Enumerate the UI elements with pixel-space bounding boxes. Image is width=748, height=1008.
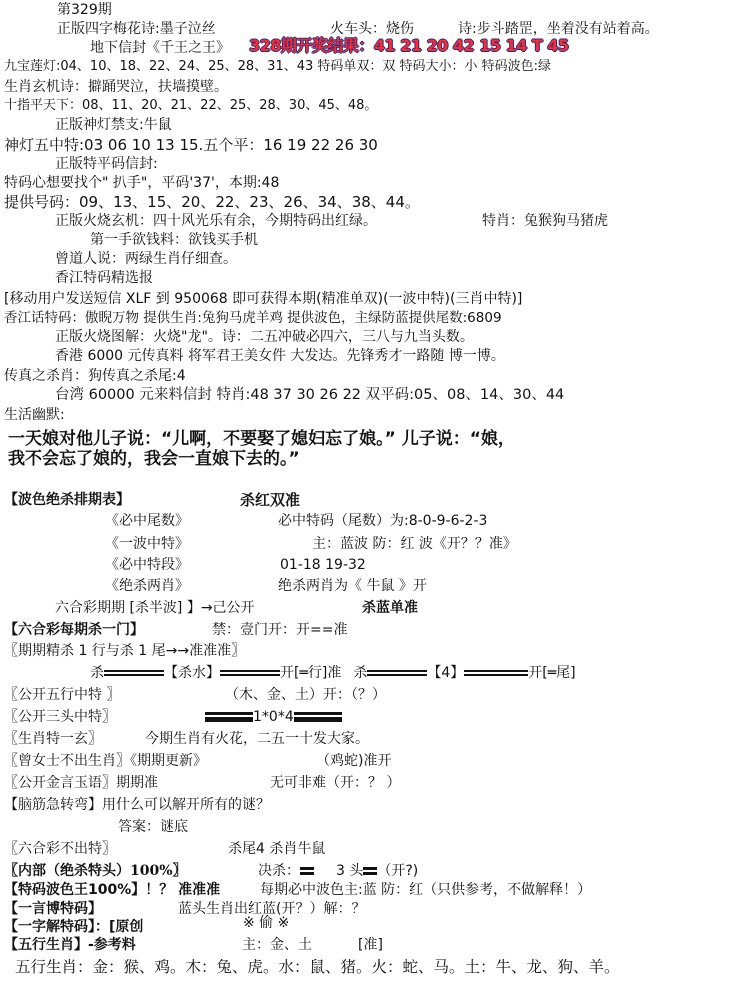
five-elements-list: 五行生肖：金：猴、鸡。木：兔、虎。水：鼠、猪。火：蛇、马。土：牛、龙、狗、羊。 bbox=[15, 958, 620, 976]
line-zeng-daoren: 曾道人说：两绿生肖仔细查。 bbox=[55, 251, 237, 267]
thick-bar bbox=[205, 712, 253, 722]
line-fax-kill: 传真之杀肖：狗传真之杀尾:4 bbox=[4, 368, 186, 384]
kill-door-label: 【六合彩每期杀一门】 bbox=[4, 622, 144, 638]
line-xiangjiang-select: 香江特码精选报 bbox=[55, 270, 153, 286]
wave-label: 《一波中特》 bbox=[105, 536, 189, 552]
double-bar bbox=[220, 670, 280, 676]
riddle-question: 【脑筋急转弯】用什么可以解开所有的谜？ bbox=[4, 797, 270, 813]
three-head-digits: 1*0*4 bbox=[253, 709, 294, 725]
line-jiubao-lianjeng: 九宝莲灯:04、10、18、22、24、25、28、31、43 特码单双：双 特码大小：小 特码波色:绿 bbox=[4, 59, 552, 74]
kill-door-value: 禁：壹门开：开==准 bbox=[212, 622, 348, 638]
line-poem: 诗:步斗踏罡，坐着没有站着高。 bbox=[458, 21, 659, 37]
kill-two-value: 绝杀两肖为《 牛鼠 》开 bbox=[278, 578, 427, 594]
line-taiwan-envelope: 台湾 60000 元来料信封 特肖:48 37 30 26 22 双平码:05、08、14、30、44 bbox=[55, 387, 565, 403]
meihua-text: 正版四字梅花诗:墨子泣丝 bbox=[57, 21, 216, 37]
line-fire-diagram: 正版火烧图解：火烧"龙"。诗：二五冲破必四六，三八与九当头数。 bbox=[55, 329, 474, 345]
kill-prefix-2: 杀 bbox=[353, 665, 368, 681]
open-element: 开[═行]准 bbox=[280, 665, 342, 681]
open-tail: 开[═尾] bbox=[528, 665, 576, 681]
five-elements-accurate: [准] bbox=[358, 937, 383, 953]
golden-words-value: 无可非难（开：？ ） bbox=[270, 775, 401, 791]
internal-kill-label: 〖内部（绝杀特头）100%〗 bbox=[4, 863, 187, 879]
kill-row bbox=[90, 664, 576, 682]
ms-zeng-value: （鸡蛇)准开 bbox=[316, 753, 392, 769]
line-special-envelope: 正版特平码信封: bbox=[55, 156, 158, 172]
riddle-answer: 答案：谜底 bbox=[118, 819, 188, 835]
no-special-label: 〖六合彩不出特〗 bbox=[4, 841, 116, 857]
kill-row-title: 〖期期精杀 1 行与杀 1 尾→→准准准〗 bbox=[4, 643, 246, 659]
three-head-label: 〖公开三头中特〗 bbox=[4, 709, 116, 725]
internal-kill-value bbox=[258, 862, 418, 880]
five-element-value: （木、金、土）开：（？） bbox=[225, 687, 386, 703]
equals-mark bbox=[300, 867, 314, 875]
double-bar bbox=[367, 670, 427, 676]
line-meihua-poem bbox=[57, 20, 216, 38]
no-special-value: 杀尾4 杀肖牛鼠 bbox=[228, 841, 326, 857]
double-bar bbox=[464, 670, 528, 676]
decisive-kill: 决杀： bbox=[258, 863, 300, 879]
issue-number: 第329期 bbox=[57, 2, 112, 18]
open-question: （开?) bbox=[377, 863, 419, 879]
line-provided-numbers: 提供号码：09、13、15、20、22、23、26、34、38、44。 bbox=[4, 193, 420, 211]
five-element-label: 〖公开五行中特 〗 bbox=[4, 687, 121, 703]
line-ten-fingers: 十指平天下：08、11、20、21、22、25、28、30、45、48。 bbox=[4, 98, 378, 113]
line-zodiac-poem: 生肖玄机诗：擗踊哭泣，扶墙摸壁。 bbox=[4, 79, 228, 95]
line-lamp-ban: 正版神灯禁支:牛鼠 bbox=[55, 117, 172, 133]
line-underground-envelope: 地下信封《千王之王》 bbox=[90, 40, 230, 56]
kill-two-label: 《绝杀两肖》 bbox=[105, 578, 189, 594]
equals-mark bbox=[363, 867, 377, 875]
one-word-label: 【一言博特码】 bbox=[4, 901, 102, 917]
one-char-label: 【一字解特码】：[原创 bbox=[4, 919, 144, 935]
joke-line-1: 一天娘对他儿子说：“儿啊，不要娶了媳妇忘了娘。” 儿子说：“娘， bbox=[8, 429, 515, 449]
joke-line-2: 我不会忘了娘的，我会一直娘下去的。” bbox=[8, 449, 300, 469]
line-sms-promo: [移动用户发送短信 XLF 到 950068 即可获得本期(精准单双)(一波中特)(三肖中特)] bbox=[4, 291, 523, 307]
five-elements-main: 主：金、土 bbox=[242, 937, 312, 953]
double-bar bbox=[104, 670, 164, 676]
one-char-value: ※ 偷 ※ bbox=[243, 915, 290, 931]
zodiac-mystery-value: 今期生肖有火花，二五一十发大家。 bbox=[145, 731, 369, 747]
wave-king-label: 【特码波色王100%】！？ 准准准 bbox=[4, 882, 221, 898]
kill-blue-label: 杀蓝单准 bbox=[362, 600, 418, 616]
kill-prefix-1: 杀 bbox=[90, 665, 104, 681]
lottery-result-328: 328期开奖结果：41 21 20 42 15 14 T 45 bbox=[249, 36, 569, 55]
half-wave-line: 六合彩期期 [杀半波] 】→己公开 bbox=[55, 600, 255, 616]
table-title: 【波色绝杀排期表】 bbox=[4, 492, 130, 508]
kill-red-label: 杀红双准 bbox=[240, 491, 301, 509]
zodiac-mystery-label: 〖生肖特一玄〗 bbox=[4, 731, 102, 747]
golden-words-label: 〖公开金言玉语〗期期准 bbox=[4, 775, 158, 791]
line-humor-title: 生活幽默: bbox=[4, 407, 65, 423]
tail-value: 必中特码（尾数）为:8-0-9-6-2-3 bbox=[278, 513, 488, 529]
line-train-head: 火车头：烧伤 bbox=[330, 21, 414, 37]
segment-value: 01-18 19-32 bbox=[280, 557, 366, 573]
three-head: 3 头 bbox=[336, 863, 364, 879]
five-elements-zodiac-label: 【五行生肖】-参考料 bbox=[4, 937, 136, 953]
kill-four: 【4】 bbox=[427, 665, 465, 681]
tail-label: 《必中尾数》 bbox=[105, 513, 189, 529]
line-lamp-five: 神灯五中特:03 06 10 13 15.五个平：16 19 22 26 30 bbox=[4, 136, 378, 154]
one-word-value: 蓝头生肖出红蓝(开？）解：？ bbox=[178, 901, 366, 917]
thick-bar bbox=[294, 712, 342, 722]
wave-value: 主：蓝波 防：红 波《开？？准》 bbox=[312, 536, 517, 552]
line-special-zodiac: 特肖：兔猴狗马猪虎 bbox=[482, 213, 608, 229]
ms-zeng-label: 〖曾女士不出生肖〗《期期更新》 bbox=[4, 753, 207, 769]
three-head-value bbox=[205, 708, 342, 726]
wave-king-value: 每期必中波色主:蓝 防：红（只供参考，不做解释！） bbox=[260, 882, 592, 898]
line-first-hand: 第一手欲钱料：欲钱买手机 bbox=[90, 232, 258, 248]
line-xiangjiang-talk: 香江话特码：傲睨万物 提供生肖:兔狗马虎羊鸡 提供波色，主绿防蓝提供尾数:6809 bbox=[4, 310, 502, 326]
line-fire-mystery: 正版火烧玄机：四十风光乐有余，今期特码出红绿。 bbox=[55, 213, 377, 229]
segment-label: 《必中特段》 bbox=[105, 557, 189, 573]
kill-water: 【杀水】 bbox=[164, 665, 220, 681]
line-pickpocket: 特码心想要找个" 扒手"，平码'37'，本期:48 bbox=[4, 175, 280, 191]
line-hongkong-fax: 香港 6000 元传真料 将军君王美女件 大发达。先锋秀才一路随 博一博。 bbox=[55, 348, 505, 364]
